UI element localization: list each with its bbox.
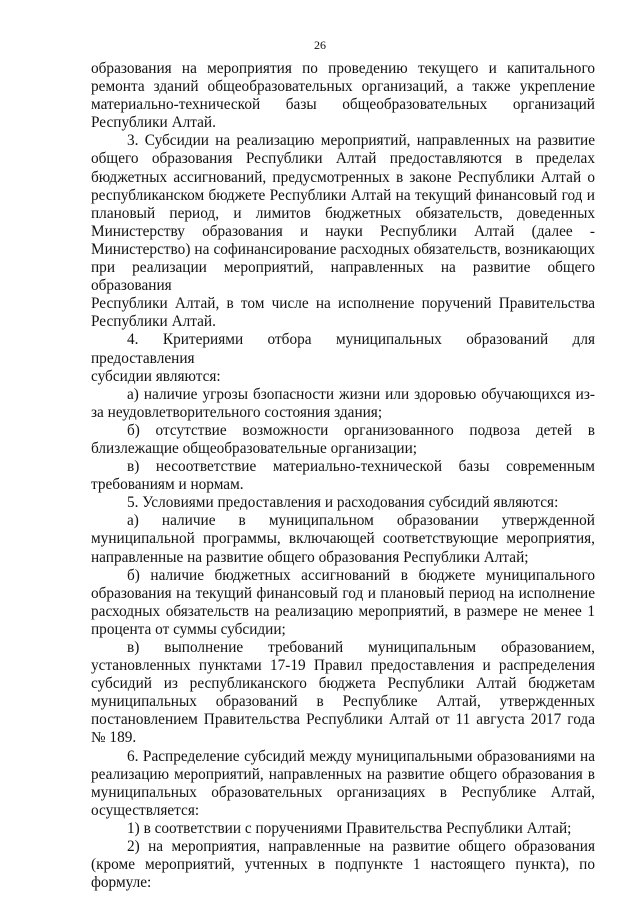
body-text xyxy=(91,60,595,892)
text-line: Министерство) на софинансирование расходных обязательств, возникающих xyxy=(91,240,595,258)
text-line: Республики Алтай. xyxy=(91,313,216,331)
paragraph-criterion-c xyxy=(91,458,595,494)
text-line: (кроме мероприятий, учтенных в подпункте 1 настоящего пункта), по xyxy=(91,856,595,874)
text-line: а) наличие угрозы бзопасности жизни или здоровью обучающихся из- xyxy=(127,385,595,403)
text-line: б) наличие бюджетных ассигнований в бюджете муниципального xyxy=(127,566,595,584)
text-line: 5. Условиями предоставления и расходования субсидий являются: xyxy=(127,494,559,512)
text-line: субсидий из республиканского бюджета Республики Алтай бюджетам xyxy=(91,675,595,693)
text-line: при реализации мероприятий, направленных на развитие общего образования xyxy=(91,259,595,295)
text-line: Республики Алтай. xyxy=(91,114,216,132)
text-line: 4. Критериями отбора муниципальных образований для предоставления xyxy=(91,331,595,367)
text-line: образования на мероприятия по проведению текущего и капитального xyxy=(91,60,595,77)
text-line: 2) на мероприятия, направленные на развитие общего образования xyxy=(127,838,595,856)
text-line: 6. Распределение субсидий между муниципальными образованиями на xyxy=(127,747,595,765)
paragraph-subitem-2 xyxy=(91,838,595,892)
text-line: субсидии являются: xyxy=(91,367,221,385)
paragraph-condition-a xyxy=(91,512,595,566)
text-line: плановый период, и лимитов бюджетных обязательств, доведенных xyxy=(91,204,595,222)
text-line: муниципальной программы, включающей соответствующие мероприятия, xyxy=(91,530,595,548)
text-line: муниципальных образовательных организациях в Республике Алтай, xyxy=(91,783,595,801)
text-line: Республики Алтай, в том числе на исполнение поручений Правительства xyxy=(91,295,595,313)
paragraph-subitem-1 xyxy=(91,820,595,838)
text-line: материально-технической базы общеобразовательных организаций xyxy=(91,96,595,114)
text-line: реализацию мероприятий, направленных на развитие общего образования в xyxy=(91,765,595,783)
text-line: общего образования Республики Алтай предоставляются в пределах xyxy=(91,150,595,168)
paragraph-item-3 xyxy=(91,132,595,331)
text-line: близлежащие общеобразовательные организации; xyxy=(91,439,418,457)
text-line: расходных обязательств на реализацию мероприятий, в размере не менее 1 xyxy=(91,602,595,620)
text-line: в) несоответствие материально-технической базы современным xyxy=(127,458,595,476)
paragraph-condition-c xyxy=(91,639,595,748)
text-line: процента от суммы субсидии; xyxy=(91,620,286,638)
paragraph-item-5 xyxy=(91,494,595,512)
text-line: осуществляется: xyxy=(91,801,200,819)
paragraph-criterion-a xyxy=(91,386,595,422)
text-line: республиканском бюджете Республики Алтай на текущий финансовый год и xyxy=(91,186,595,204)
paragraph-item-4 xyxy=(91,331,595,385)
text-line: Министерству образования и науки Республики Алтай (далее - xyxy=(91,222,595,240)
text-line: а) наличие в муниципальном образовании утвержденной xyxy=(127,512,595,530)
text-line: № 189. xyxy=(91,729,137,747)
paragraph-condition-b xyxy=(91,567,595,639)
text-line: требованиям и нормам. xyxy=(91,476,244,494)
text-line: муниципальных образований в Республике Алтай, утвержденных xyxy=(91,693,595,711)
text-line: бюджетных ассигнований, предусмотренных в законе Республики Алтай о xyxy=(91,168,595,186)
paragraph-continuation xyxy=(91,60,595,132)
text-line: установленных пунктами 17-19 Правил предоставления и распределения xyxy=(91,657,595,675)
text-line: направленные на развитие общего образования Республики Алтай; xyxy=(91,548,529,566)
text-line: в) выполнение требований муниципальным образованием, xyxy=(127,639,595,656)
text-line: образования на текущий финансовый год и плановый период на исполнение xyxy=(91,584,595,602)
paragraph-item-6 xyxy=(91,748,595,820)
text-line: ремонта зданий общеобразовательных организаций, а также укрепление xyxy=(91,78,595,96)
text-line: постановлением Правительства Республики Алтай от 11 августа 2017 года xyxy=(91,711,595,729)
text-line: 1) в соответствии с поручениями Правительства Республики Алтай; xyxy=(127,819,572,837)
page-number: 26 xyxy=(314,38,326,52)
text-line: формуле: xyxy=(91,874,152,892)
paragraph-criterion-b xyxy=(91,422,595,458)
text-line: б) отсутствие возможности организованного подвоза детей в xyxy=(127,421,595,439)
text-line: за неудовлетворительного состояния здания; xyxy=(91,403,383,421)
text-line: 3. Субсидии на реализацию мероприятий, направленных на развитие xyxy=(127,132,595,150)
